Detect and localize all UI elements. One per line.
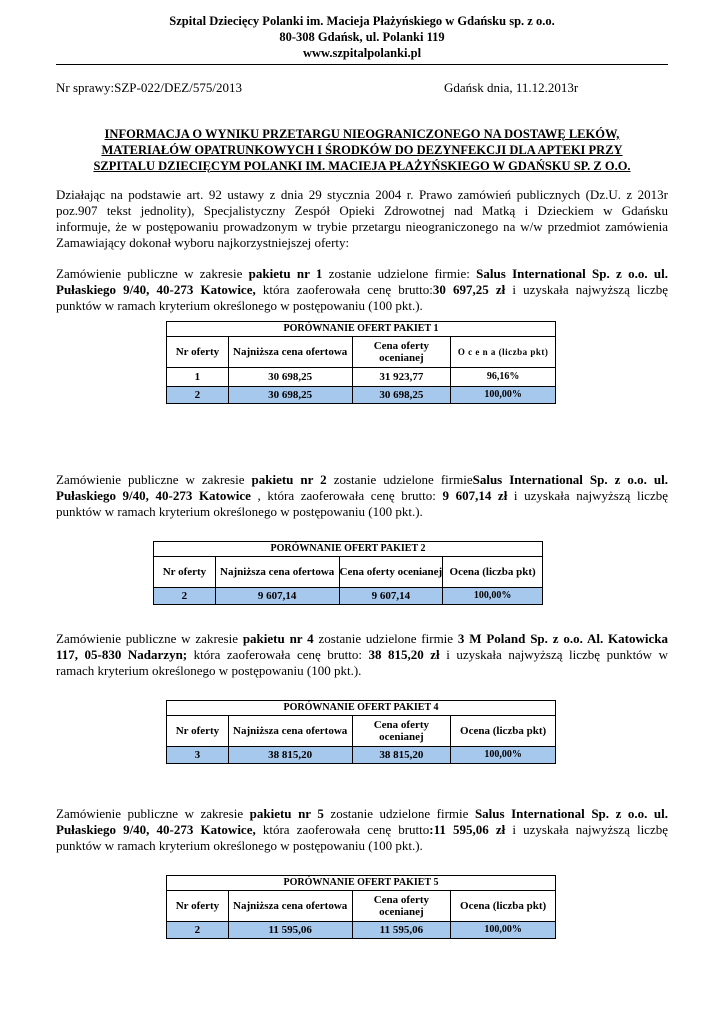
col-nr-oferty: Nr oferty bbox=[154, 557, 216, 588]
table-title: PORÓWNANIE OFERT PAKIET 2 bbox=[154, 542, 543, 557]
cell-rated: 31 923,77 bbox=[352, 368, 451, 387]
cell-score: 100,00% bbox=[443, 588, 543, 605]
col-rated-price: Cena oferty ocenianej bbox=[352, 891, 451, 922]
hospital-address: 80-308 Gdańsk, ul. Polanki 119 bbox=[279, 30, 445, 44]
package-1-paragraph bbox=[56, 266, 668, 314]
cell-nr: 1 bbox=[167, 368, 229, 387]
table-title: PORÓWNANIE OFERT PAKIET 5 bbox=[167, 876, 556, 891]
cell-rated: 30 698,25 bbox=[352, 387, 451, 404]
package-line: Pułaskiego 9/40, 40-273 Katowice , która zaoferowała cenę brutto: 9 607,14 zł i uzyskała najwyższą liczbę bbox=[56, 488, 668, 503]
package-line: ramach kryterium określonego w postępowaniu (100 pkt.). bbox=[56, 663, 362, 678]
col-nr-oferty: Nr oferty bbox=[167, 891, 229, 922]
table-title: PORÓWNANIE OFERT PAKIET 1 bbox=[167, 322, 556, 337]
cell-score: 100,00% bbox=[451, 922, 556, 939]
cell-rated: 9 607,14 bbox=[339, 588, 443, 605]
col-lowest-price: Najniższa cena ofertowa bbox=[228, 337, 352, 368]
col-score: O c e n a (liczba pkt) bbox=[451, 337, 556, 368]
col-score: Ocena (liczba pkt) bbox=[451, 891, 556, 922]
package-line: Zamówienie publiczne w zakresie pakietu nr 4 zostanie udzielone firmie 3 M Poland Sp. z o.o. Al. Katowicka bbox=[56, 631, 668, 646]
cell-nr: 3 bbox=[167, 747, 229, 764]
cell-score: 100,00% bbox=[451, 387, 556, 404]
intro-line: Zamawiający dokonał wyboru najkorzystniejszej oferty: bbox=[56, 235, 350, 250]
package-line: Pułaskiego 9/40, 40-273 Katowice, która zaoferowała cenę brutto:30 697,25 zł i uzyskała najwyższą liczbę bbox=[56, 282, 668, 297]
document-title-line-2: MATERIAŁÓW OPATRUNKOWYCH I ŚRODKÓW DO DEZYNFEKCJI DLA APTEKI PRZY bbox=[101, 143, 623, 157]
package-line: Zamówienie publiczne w zakresie pakietu nr 1 zostanie udzielone firmie: Salus International Sp. z o.o. ul. bbox=[56, 266, 668, 281]
package-line: punktów w ramach kryterium określonego w postępowaniu (100 pkt.). bbox=[56, 504, 423, 519]
cell-lowest: 9 607,14 bbox=[215, 588, 339, 605]
cell-rated: 38 815,20 bbox=[352, 747, 451, 764]
document-title-line-3: SZPITALU DZIECIĘCYM POLANKI IM. MACIEJA PŁAŻYŃSKIEGO W GDAŃSKU SP. Z O.O. bbox=[93, 159, 631, 173]
header-divider bbox=[56, 64, 668, 65]
cell-score: 100,00% bbox=[451, 747, 556, 764]
package-line: Zamówienie publiczne w zakresie pakietu nr 5 zostanie udzielone firmie Salus International Sp. z o.o. ul. bbox=[56, 806, 669, 821]
col-lowest-price: Najniższa cena ofertowa bbox=[228, 716, 352, 747]
package-line: punktów w ramach kryterium określonego w postępowaniu (100 pkt.). bbox=[56, 298, 423, 313]
cell-rated: 11 595,06 bbox=[352, 922, 451, 939]
hospital-name: Szpital Dziecięcy Polanki im. Macieja Płażyńskiego w Gdańsku sp. z o.o. bbox=[169, 14, 555, 28]
package-5-table bbox=[166, 875, 556, 939]
col-rated-price: Cena oferty ocenianej bbox=[352, 337, 451, 368]
package-4-paragraph bbox=[56, 631, 668, 679]
table-title: PORÓWNANIE OFERT PAKIET 4 bbox=[167, 701, 556, 716]
package-5-paragraph bbox=[56, 806, 668, 854]
col-nr-oferty: Nr oferty bbox=[167, 716, 229, 747]
package-line: punktów w ramach kryterium określonego w postępowaniu (100 pkt.). bbox=[56, 838, 423, 853]
package-line: Pułaskiego 9/40, 40-273 Katowice, która zaoferowała cenę brutto:11 595,06 zł i uzyskała najwyższą liczbę bbox=[56, 822, 668, 837]
package-2-paragraph bbox=[56, 472, 668, 520]
place-date: Gdańsk dnia, 11.12.2013r bbox=[444, 80, 579, 95]
intro-line: poz.907 tekst jednolity), Specjalistyczny Zespół Opieki Zdrowotnej nad Matką i Dzieckiem w Gdańsku bbox=[56, 203, 668, 218]
package-1-table bbox=[166, 321, 556, 404]
package-2-table bbox=[153, 541, 543, 605]
col-score: Ocena (liczba pkt) bbox=[451, 716, 556, 747]
cell-lowest: 30 698,25 bbox=[228, 387, 352, 404]
cell-nr: 2 bbox=[167, 922, 229, 939]
cell-lowest: 38 815,20 bbox=[228, 747, 352, 764]
hospital-website[interactable]: www.szpitalpolanki.pl bbox=[302, 46, 422, 60]
package-line: 117, 05-830 Nadarzyn; która zaoferowała cenę brutto: 38 815,20 zł i uzyskała najwyższą liczbę punktów w bbox=[56, 647, 668, 662]
cell-nr: 2 bbox=[154, 588, 216, 605]
col-lowest-price: Najniższa cena ofertowa bbox=[215, 557, 339, 588]
package-line: Zamówienie publiczne w zakresie pakietu nr 2 zostanie udzielone firmieSalus International Sp. z o.o. ul. bbox=[56, 472, 669, 487]
package-4-table bbox=[166, 700, 556, 764]
intro-line: Działając na podstawie art. 92 ustawy z dnia 29 stycznia 2004 r. Prawo zamówień publicznych (Dz.U. z 2013r bbox=[56, 187, 668, 202]
cell-nr: 2 bbox=[167, 387, 229, 404]
case-number: Nr sprawy:SZP-022/DEZ/575/2013 bbox=[56, 80, 242, 95]
cell-lowest: 11 595,06 bbox=[228, 922, 352, 939]
col-score: Ocena (liczba pkt) bbox=[443, 557, 543, 588]
cell-lowest: 30 698,25 bbox=[228, 368, 352, 387]
col-nr-oferty: Nr oferty bbox=[167, 337, 229, 368]
col-lowest-price: Najniższa cena ofertowa bbox=[228, 891, 352, 922]
cell-score: 96,16% bbox=[451, 368, 556, 387]
col-rated-price: Cena oferty ocenianej bbox=[339, 557, 443, 588]
col-rated-price: Cena oferty ocenianej bbox=[352, 716, 451, 747]
intro-paragraph bbox=[56, 187, 668, 251]
intro-line: informuje, że w postępowaniu prowadzonym w trybie przetargu nieograniczonego na w/w przedmiot zamówienia bbox=[56, 219, 668, 234]
document-title-line-1: INFORMACJA O WYNIKU PRZETARGU NIEOGRANICZONEGO NA DOSTAWĘ LEKÓW, bbox=[104, 127, 620, 141]
